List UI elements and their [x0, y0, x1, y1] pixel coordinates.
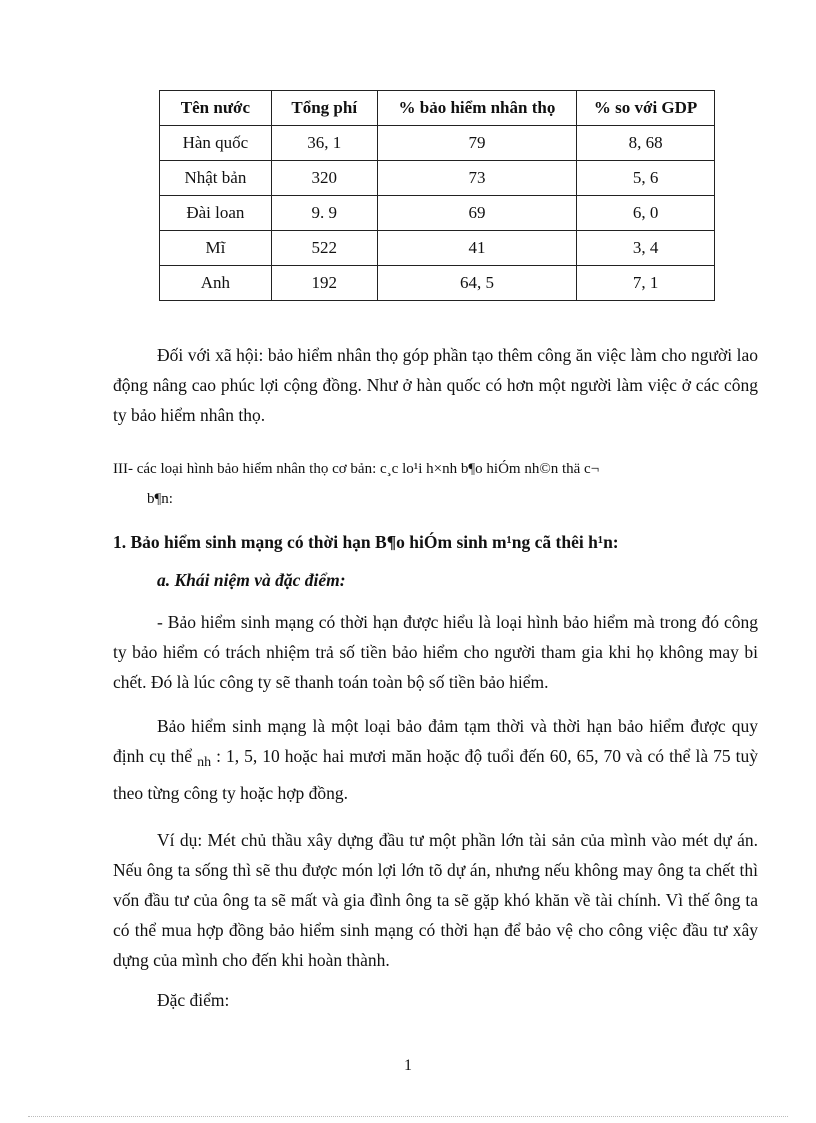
- cell-life-pct: 69: [377, 196, 577, 231]
- subheading-concept-features: a. Khái niệm và đặc điểm:: [157, 570, 346, 590]
- table-row: [160, 266, 715, 301]
- paragraph-definition: - Bảo hiểm sinh mạng có thời hạn được hiểu là loại hình bảo hiểm mà trong đó công ty bảo hiểm có trách nhiệm trả số tiền bảo hiểm cho người tham gia khi họ không may bi chết. Đó là lúc công ty sẽ thanh toán toàn bộ số tiền bảo hiểm.: [113, 612, 758, 692]
- section-heading-line2: b¶n:: [147, 491, 173, 507]
- header-life-insurance-pct: % bảo hiểm nhân thọ: [377, 91, 577, 126]
- table-row: [160, 196, 715, 231]
- section-heading-line1: III- các loại hình bảo hiểm nhân thọ cơ bản: c¸c lo¹i h×nh b¶o hiÓm nh©n thä c¬: [113, 461, 600, 477]
- cell-total-premium: 192: [271, 266, 377, 301]
- cell-gdp-pct: 5, 6: [577, 161, 715, 196]
- table-row: [160, 231, 715, 266]
- table-header-row: [160, 91, 715, 126]
- label-features: Đặc điểm:: [157, 990, 230, 1010]
- term-text-before: Bảo hiểm sinh mạng là một loại bảo đảm tạm thời và thời hạn bảo hiểm được quy định cụ thể: [113, 716, 758, 766]
- table-row: [160, 161, 715, 196]
- page-number: 1: [404, 1057, 412, 1074]
- cell-total-premium: 522: [271, 231, 377, 266]
- cell-country: Đài loan: [160, 196, 272, 231]
- term-text-after: : 1, 5, 10 hoặc hai mươi măn hoặc độ tuổi đến 60, 65, 70 và có thể là 75 tuỳ theo từng công ty hoặc hợp đồng.: [113, 746, 758, 803]
- footer-divider: [28, 1116, 788, 1117]
- cell-total-premium: 36, 1: [271, 126, 377, 161]
- cell-gdp-pct: 7, 1: [577, 266, 715, 301]
- cell-country: Mĩ: [160, 231, 272, 266]
- header-total-premium: Tổng phí: [271, 91, 377, 126]
- insurance-table: [159, 90, 715, 301]
- table-row: [160, 126, 715, 161]
- cell-gdp-pct: 3, 4: [577, 231, 715, 266]
- cell-gdp-pct: 8, 68: [577, 126, 715, 161]
- cell-total-premium: 320: [271, 161, 377, 196]
- cell-life-pct: 73: [377, 161, 577, 196]
- header-country: Tên nước: [160, 91, 272, 126]
- paragraph-term-duration: [113, 711, 758, 808]
- cell-life-pct: 79: [377, 126, 577, 161]
- cell-life-pct: 41: [377, 231, 577, 266]
- section-heading-iii: [113, 454, 763, 514]
- cell-gdp-pct: 6, 0: [577, 196, 715, 231]
- cell-total-premium: 9. 9: [271, 196, 377, 231]
- heading-term-life-insurance: 1. Bảo hiểm sinh mạng có thời hạn B¶o hiÓm sinh m¹ng cã thêi h¹n:: [113, 532, 619, 552]
- header-gdp-pct: % so với GDP: [577, 91, 715, 126]
- cell-country: Hàn quốc: [160, 126, 272, 161]
- term-text-small: nh: [197, 755, 212, 770]
- cell-country: Anh: [160, 266, 272, 301]
- paragraph-social-benefit: Đối với xã hội: bảo hiểm nhân thọ góp phần tạo thêm công ăn việc làm cho người lao động nâng cao phúc lợi cộng đồng. Như ở hàn quốc có hơn một người làm việc ở các công ty bảo hiểm nhân thọ.: [113, 345, 758, 425]
- paragraph-example: Ví dụ: Mét chủ thầu xây dựng đầu tư một phần lớn tài sản của mình vào mét dự án. Nếu ông ta sống thì sẽ thu được món lợi lớn tõ dự án, nhưng nếu không may ông ta chết thì vốn đầu tư của ông ta sẽ mất và gia đình ông ta sẽ gặp khó khăn về tài chính. Vì thế ông ta có thể mua hợp đồng bảo hiểm sinh mạng có thời hạn để bảo vệ cho công việc đầu tư xây dựng của mình cho đến khi hoàn thành.: [113, 830, 758, 970]
- cell-country: Nhật bản: [160, 161, 272, 196]
- cell-life-pct: 64, 5: [377, 266, 577, 301]
